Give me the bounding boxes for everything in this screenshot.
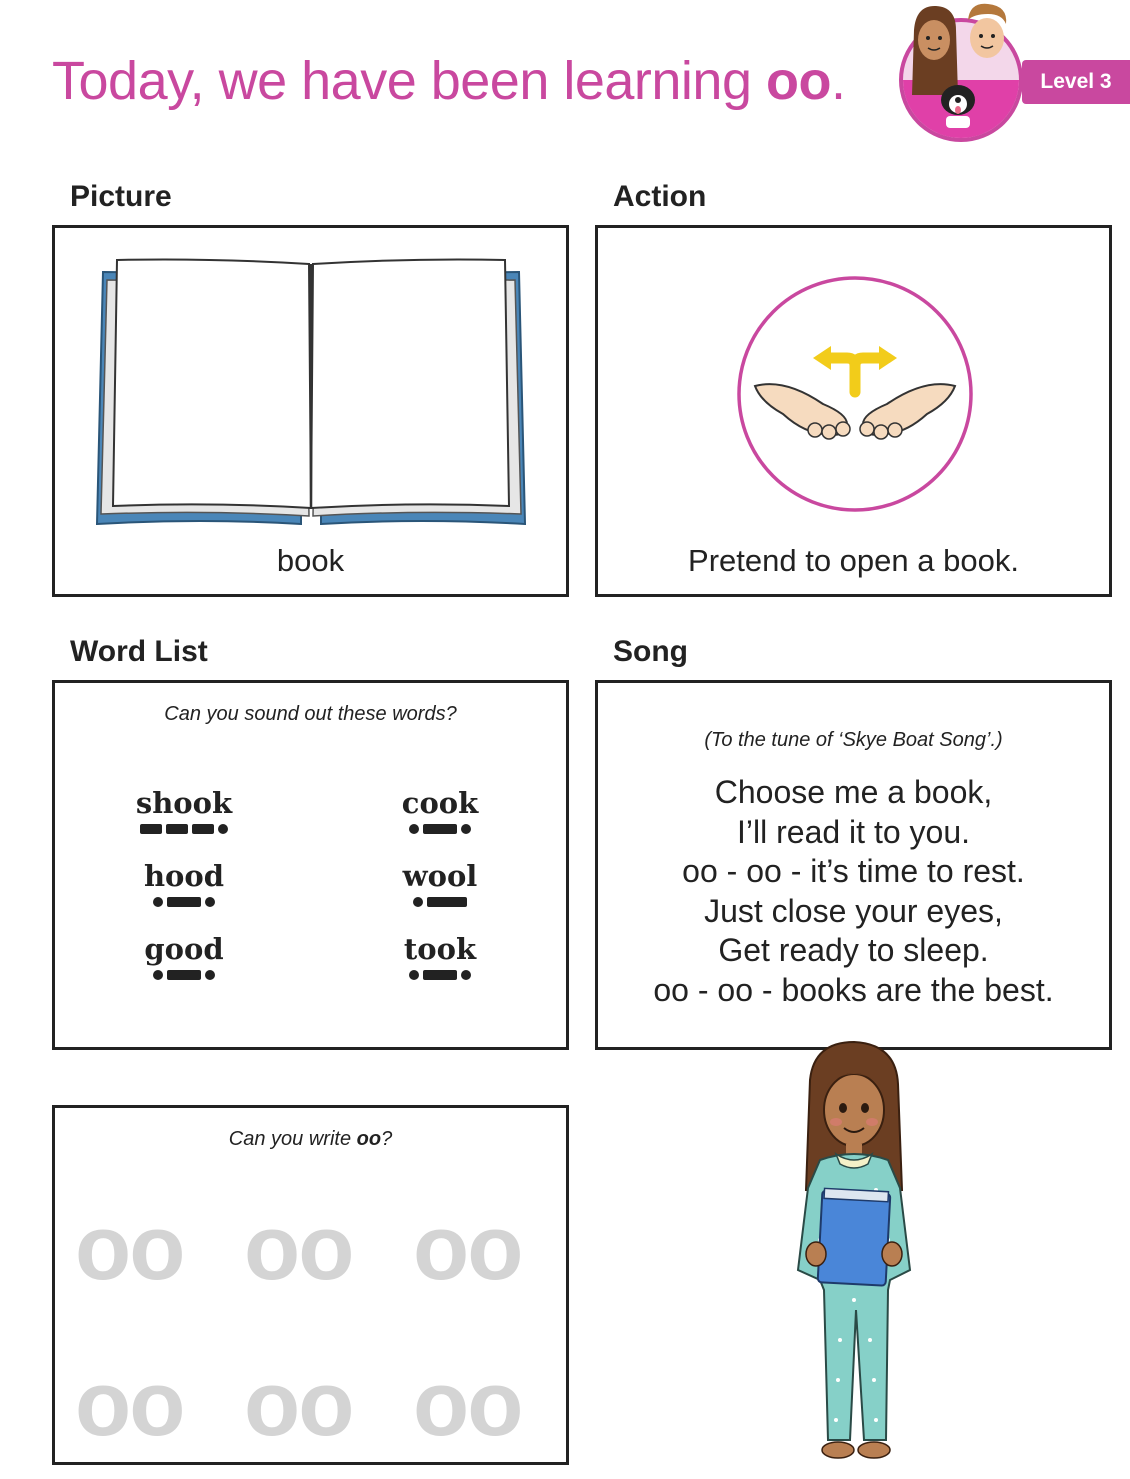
sound-buttons xyxy=(104,897,264,907)
trace-letters[interactable]: oo xyxy=(413,1197,522,1299)
word-list-label: Word List xyxy=(70,635,208,668)
page-title: Today, we have been learning oo. xyxy=(52,51,846,111)
song-line: oo - oo - books are the best. xyxy=(653,971,1054,1008)
song-line: Just close your eyes, xyxy=(704,892,1003,929)
open-book-icon xyxy=(91,256,531,536)
song-line: oo - oo - it’s time to rest. xyxy=(682,853,1025,889)
song-lyrics xyxy=(598,773,1109,1010)
word-text: took xyxy=(403,932,477,966)
word-item-cook xyxy=(360,786,520,834)
word-item-shook xyxy=(104,786,264,834)
trace-letters[interactable]: oo xyxy=(244,1353,353,1455)
level-badge: Level 3 xyxy=(1022,60,1130,104)
action-caption: Pretend to open a book. xyxy=(688,543,1019,578)
word-text: hood xyxy=(143,859,225,893)
trace-letters[interactable]: oo xyxy=(75,1353,184,1455)
writing-box xyxy=(52,1105,569,1465)
open-hands-icon xyxy=(735,274,975,514)
sound-buttons xyxy=(360,897,520,907)
characters-avatar xyxy=(896,0,1026,145)
trace-letters[interactable]: oo xyxy=(413,1353,522,1455)
action-box xyxy=(595,225,1112,597)
girl-with-book-illustration xyxy=(770,1040,940,1470)
sound-buttons xyxy=(360,970,520,980)
writing-prompt: Can you write oo? xyxy=(228,1128,393,1150)
word-item-good xyxy=(104,932,264,980)
picture-caption: book xyxy=(276,543,345,578)
word-text: cook xyxy=(401,786,479,820)
picture-box xyxy=(52,225,569,597)
action-label: Action xyxy=(613,180,707,213)
word-item-wool xyxy=(360,859,520,907)
word-text: good xyxy=(144,932,224,966)
word-item-took xyxy=(360,932,520,980)
song-tune-note: (To the tune of ‘Skye Boat Song’.) xyxy=(704,729,1003,751)
sound-buttons xyxy=(360,824,520,834)
trace-letters[interactable]: oo xyxy=(75,1197,184,1299)
word-list-prompt: Can you sound out these words? xyxy=(164,703,457,725)
song-line: Get ready to sleep. xyxy=(718,932,989,968)
song-line: Choose me a book, xyxy=(714,774,993,810)
word-item-hood xyxy=(104,859,264,907)
sound-buttons xyxy=(104,824,264,834)
word-text: wool xyxy=(402,859,478,893)
song-label: Song xyxy=(613,635,688,668)
song-line: I’ll read it to you. xyxy=(737,813,970,850)
song-box xyxy=(595,680,1112,1050)
word-text: shook xyxy=(135,786,233,820)
picture-label: Picture xyxy=(70,180,172,213)
word-list-box xyxy=(52,680,569,1050)
sound-buttons xyxy=(104,970,264,980)
trace-letters[interactable]: oo xyxy=(244,1197,353,1299)
